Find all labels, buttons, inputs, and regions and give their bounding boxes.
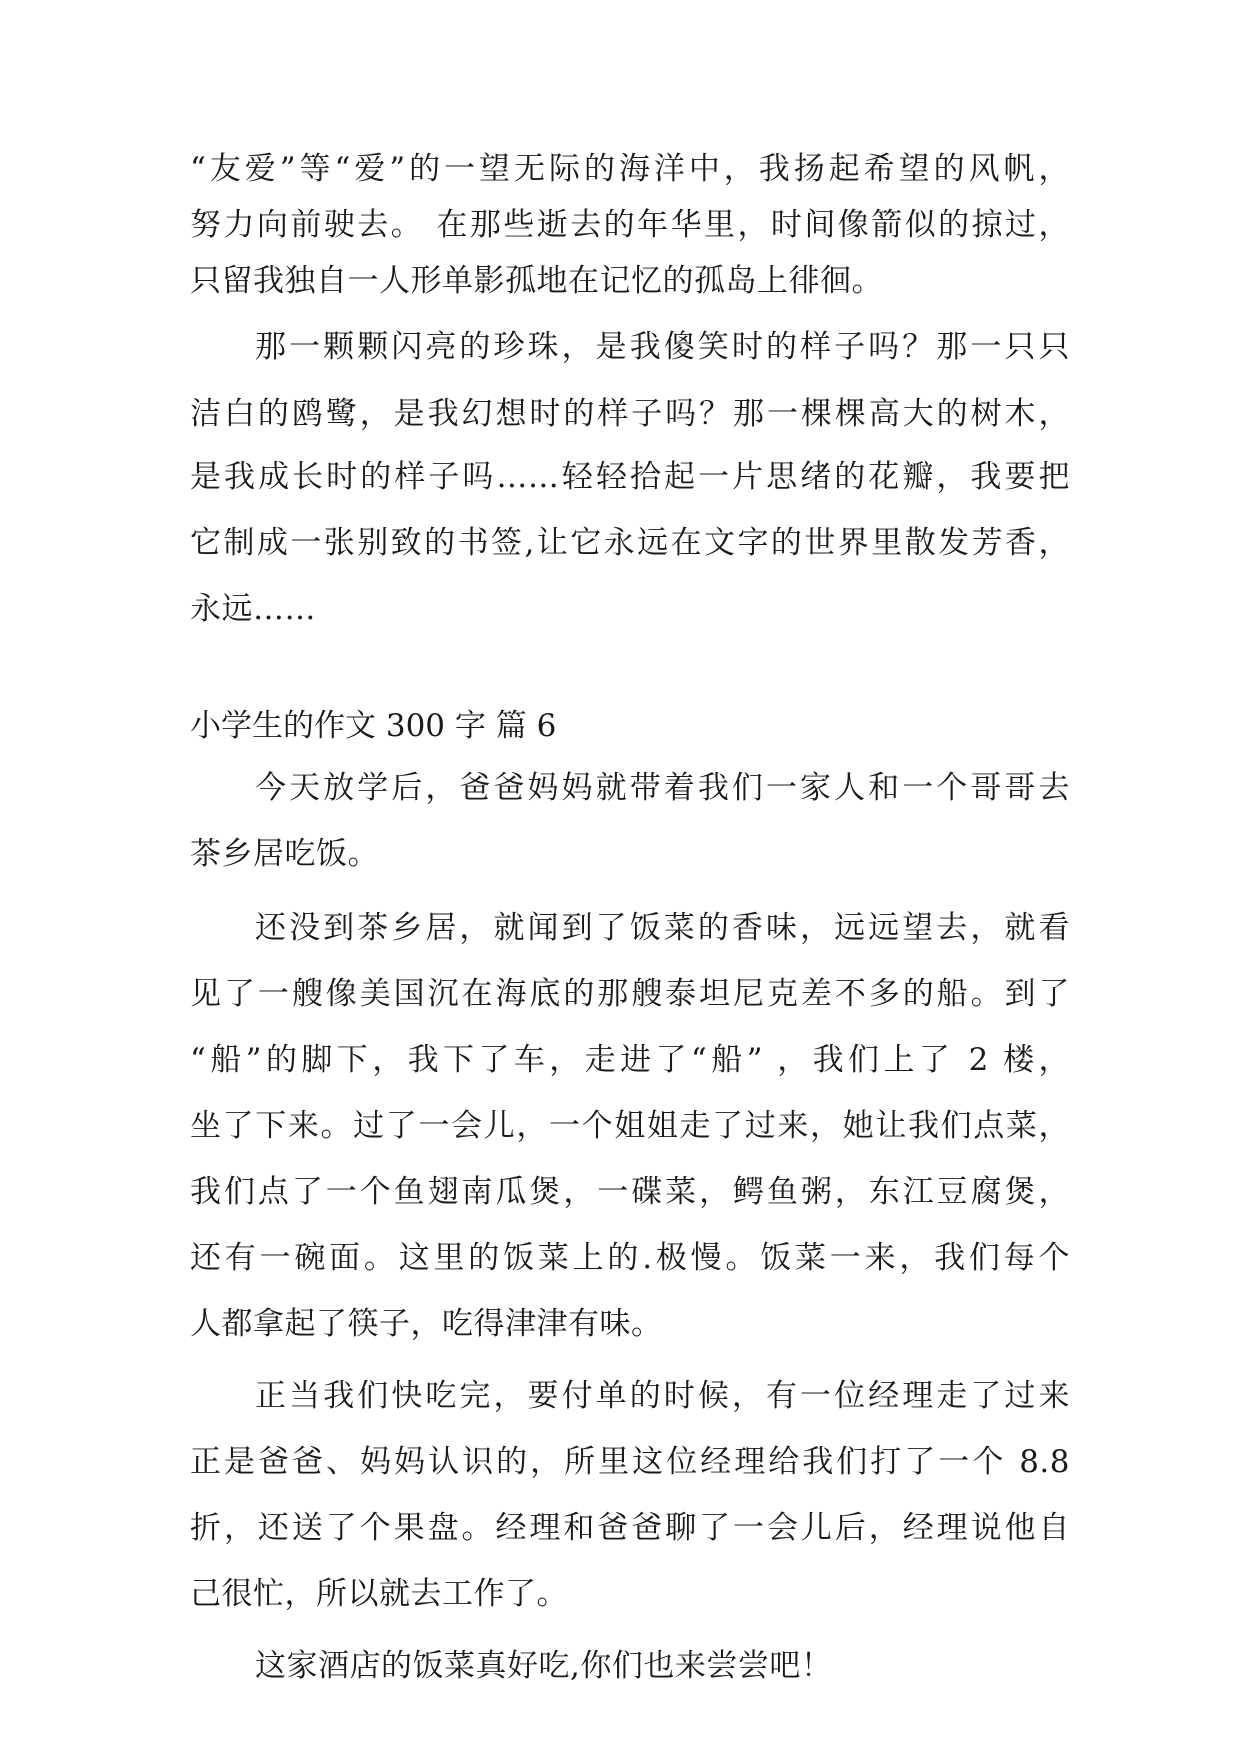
text-line: 永远…… (190, 591, 316, 627)
text-line: 人都拿起了筷子，吃得津津有味。 (190, 1306, 663, 1342)
text-line: 折，还送了个果盘。经理和爸爸聊了一会儿后，经理说他自 (190, 1510, 1070, 1546)
text-line: 是我成长时的样子吗……轻轻拾起一片思绪的花瓣，我要把 (190, 459, 1070, 495)
text-line: 今天放学后，爸爸妈妈就带着我们一家人和一个哥哥去 (255, 770, 1070, 806)
text-line: 这家酒店的饭菜真好吃,你们也来尝尝吧！ (255, 1648, 833, 1684)
text-line: 见了一艘像美国沉在海底的那艘泰坦尼克差不多的船。到了 (190, 976, 1070, 1012)
text-line: 己很忙，所以就去工作了。 (190, 1576, 568, 1612)
text-line: 那一颗颗闪亮的珍珠，是我傻笑时的样子吗？那一只只 (255, 329, 1070, 365)
text-line: “友爱”等“爱”的一望无际的海洋中，我扬起希望的风帆， (190, 151, 1070, 187)
text-line: 正当我们快吃完，要付单的时候，有一位经理走了过来 (255, 1378, 1070, 1414)
text-line: 努力向前驶去。 在那些逝去的年华里，时间像箭似的掠过， (190, 207, 1070, 243)
section-heading: 小学生的作文 300 字 篇 6 (190, 708, 557, 744)
text-line: “船”的脚下，我下了车，走进了“船” ，我们上了 2 楼， (190, 1042, 1070, 1078)
text-line: 坐了下来。过了一会儿，一个姐姐走了过来，她让我们点菜， (190, 1108, 1070, 1144)
text-line: 还有一碗面。这里的饭菜上的.极慢。饭菜一来，我们每个 (190, 1240, 1070, 1276)
text-line: 洁白的鸥鹭，是我幻想时的样子吗？那一棵棵高大的树木， (190, 396, 1070, 432)
text-line: 还没到茶乡居，就闻到了饭菜的香味，远远望去，就看 (255, 910, 1070, 946)
text-line: 只留我独自一人形单影孤地在记忆的孤岛上徘徊。 (190, 263, 883, 299)
text-line: 正是爸爸、妈妈认识的，所里这位经理给我们打了一个 8.8 (190, 1444, 1070, 1480)
text-line: 茶乡居吃饭。 (190, 836, 379, 872)
text-line: 它制成一张别致的书签,让它永远在文字的世界里散发芳香， (190, 525, 1070, 561)
text-line: 我们点了一个鱼翅南瓜煲，一碟菜，鳄鱼粥，东江豆腐煲， (190, 1174, 1070, 1210)
